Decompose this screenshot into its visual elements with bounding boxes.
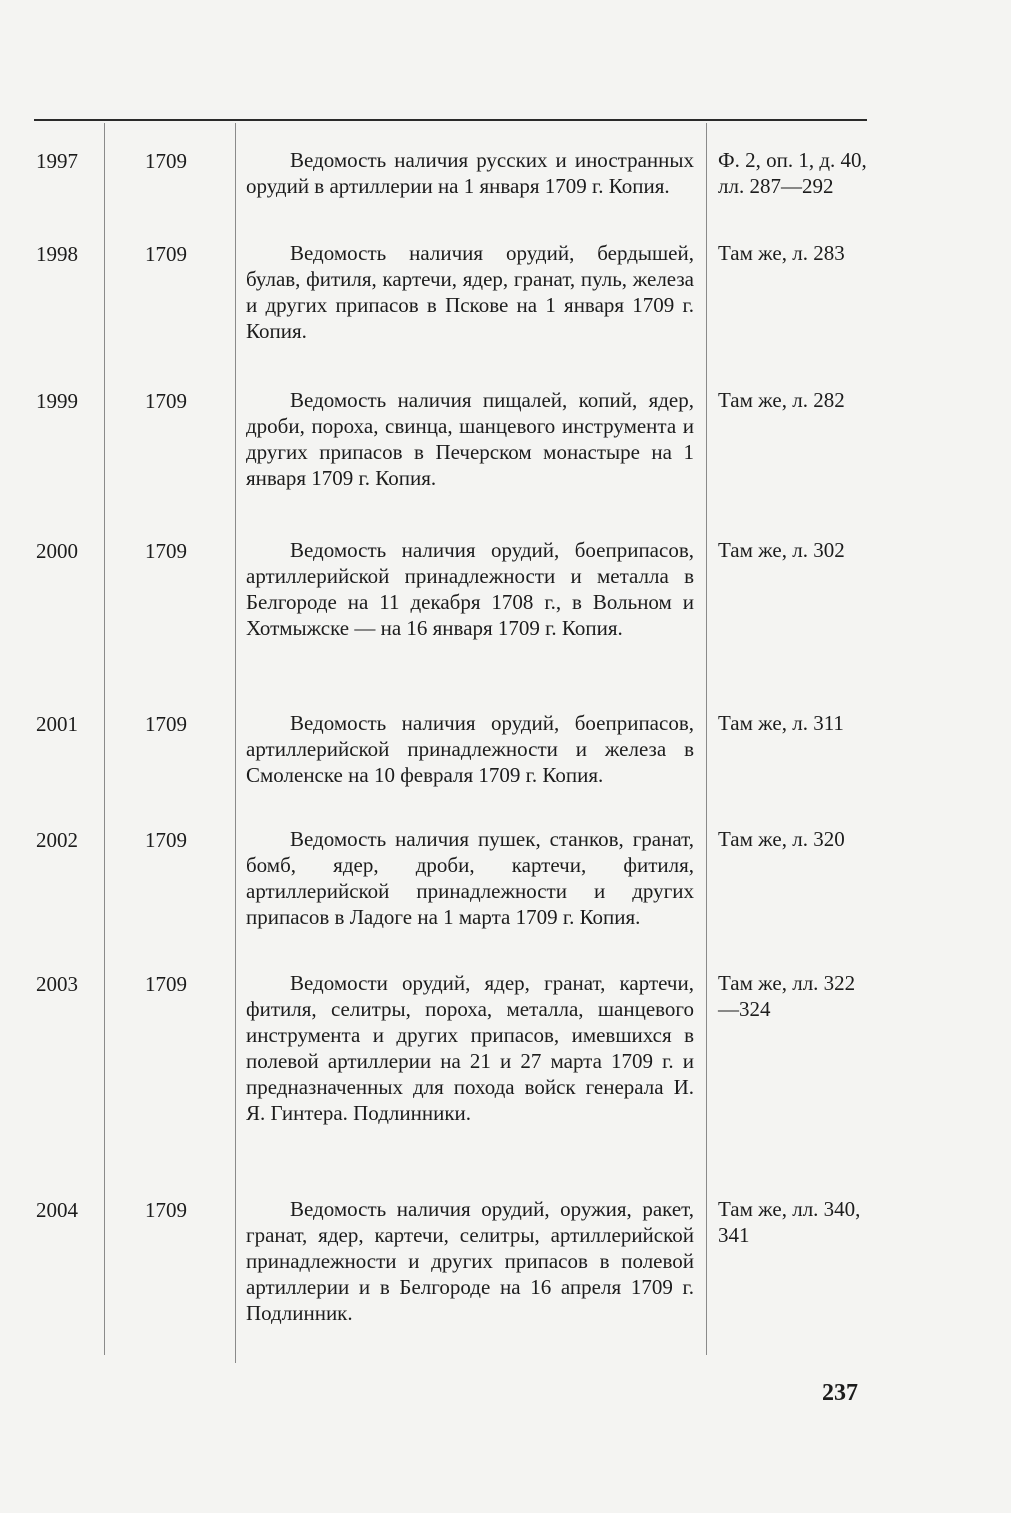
- record-number: 2004: [36, 1198, 78, 1222]
- record-reference: Там же, лл. 322—324: [718, 971, 856, 1021]
- record-year: 1709: [145, 389, 187, 413]
- column-divider-2: [235, 123, 236, 1363]
- record-reference: Там же, л. 302: [718, 538, 845, 562]
- record-description: Ведомость наличия орудий, бердышей, булав, фитиля, картечи, ядер, гранат, пуль, железа и других припасов в Пскове на 1 января 1709 г. Копия.: [246, 241, 694, 343]
- column-divider-3: [706, 123, 707, 1355]
- record-number: 1998: [36, 242, 78, 266]
- record-number: 1997: [36, 149, 78, 173]
- record-description: Ведомости орудий, ядер, гранат, картечи, фитиля, селитры, пороха, металла, шанцевого инструмента и других припасов, имевшихся в полевой артиллерии на 21 и 27 марта 1709 г. и предназначенных для похода войск генерала И. Я. Гинтера. Подлинники.: [246, 971, 694, 1125]
- record-reference: Там же, л. 282: [718, 388, 845, 412]
- record-reference: Там же, л. 320: [718, 827, 845, 851]
- record-year: 1709: [145, 149, 187, 173]
- record-description: Ведомость наличия пушек, станков, гранат, бомб, ядер, дроби, картечи, фитиля, артиллерийской принадлежности и других припасов в Ладоге на 1 марта 1709 г. Копия.: [246, 827, 694, 929]
- record-reference: Ф. 2, оп. 1, д. 40, лл. 287—292: [718, 148, 867, 198]
- record-year: 1709: [145, 242, 187, 266]
- column-divider-1: [104, 123, 105, 1355]
- record-description: Ведомость наличия орудий, оружия, ракет, гранат, ядер, картечи, селитры, артиллерийской принадлежности и других припасов в полевой артиллерии и в Белгороде на 16 апреля 1709 г. Подлинник.: [246, 1197, 694, 1325]
- record-number: 2003: [36, 972, 78, 996]
- record-description: Ведомость наличия орудий, боеприпасов, артиллерийской принадлежности и металла в Белгороде на 11 декабря 1708 г., в Вольном и Хотмыжске — на 16 января 1709 г. Копия.: [246, 538, 694, 640]
- record-year: 1709: [145, 539, 187, 563]
- record-description: Ведомость наличия пищалей, копий, ядер, дроби, пороха, свинца, шанцевого инструмента и других припасов в Печерском монастыре на 1 января 1709 г. Копия.: [246, 388, 694, 490]
- record-reference: Там же, л. 283: [718, 241, 845, 265]
- record-description: Ведомость наличия русских и иностранных орудий в артиллерии на 1 января 1709 г. Копия.: [246, 148, 694, 198]
- record-number: 2002: [36, 828, 78, 852]
- page-number: 237: [822, 1380, 858, 1406]
- top-rule: [34, 119, 867, 121]
- record-number: 1999: [36, 389, 78, 413]
- record-number: 2000: [36, 539, 78, 563]
- record-reference: Там же, л. 311: [718, 711, 844, 735]
- record-description: Ведомость наличия орудий, боеприпасов, артиллерийской принадлежности и железа в Смоленске на 10 февраля 1709 г. Копия.: [246, 711, 694, 787]
- record-reference: Там же, лл. 340, 341: [718, 1197, 861, 1247]
- record-year: 1709: [145, 1198, 187, 1222]
- record-number: 2001: [36, 712, 78, 736]
- record-year: 1709: [145, 712, 187, 736]
- record-year: 1709: [145, 972, 187, 996]
- record-year: 1709: [145, 828, 187, 852]
